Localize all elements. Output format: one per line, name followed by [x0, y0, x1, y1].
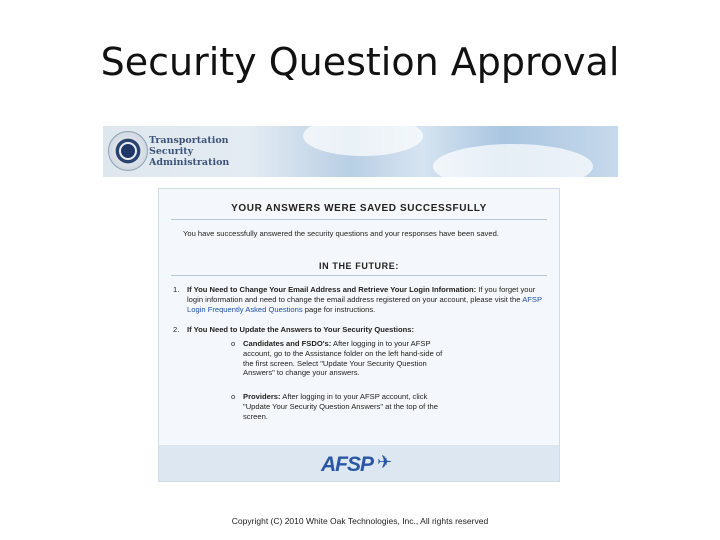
slide-title: Security Question Approval [100, 40, 620, 84]
success-message: You have successfully answered the security questions and your responses have been saved. [183, 229, 499, 238]
sub-item-providers: o Providers: After logging in to your AFSP account, click "Update Your Security Question Answers" at the top of the screen. [231, 392, 438, 421]
faq-link[interactable]: AFSP Login Frequently Asked Questions [187, 295, 542, 314]
list-item-change-email: 1. If You Need to Change Your Email Address and Retrieve Your Login Information: If you forget your login information and need to change the email address registered on your account, please visit the AFSP Login Frequently Asked Questions page for instructions. [173, 285, 542, 314]
future-heading: IN THE FUTURE: [319, 261, 399, 271]
panel-footer [159, 445, 559, 481]
sub-item-candidates: o Candidates and FSDO's: After logging in to your AFSP account, go to the Assistance folder on the left hand-side of the first screen. Select "Update Your Security Question Answers" to change your answers. [231, 339, 443, 378]
airplane-icon: ✈ [377, 452, 393, 472]
agency-name: Transportation Security Administration [149, 135, 230, 168]
copyright-notice: Copyright (C) 2010 White Oak Technologies, Inc., All rights reserved [231, 516, 489, 526]
divider [171, 219, 547, 220]
confirmation-panel [158, 188, 560, 482]
panel-heading: YOUR ANSWERS WERE SAVED SUCCESSFULLY [231, 203, 487, 214]
tsa-banner [103, 126, 618, 177]
dhs-seal-icon [108, 131, 148, 171]
list-item-update-answers: 2. If You Need to Update the Answers to Your Security Questions: [173, 325, 415, 334]
divider [171, 275, 547, 276]
afsp-logo: AFSP [321, 453, 374, 476]
